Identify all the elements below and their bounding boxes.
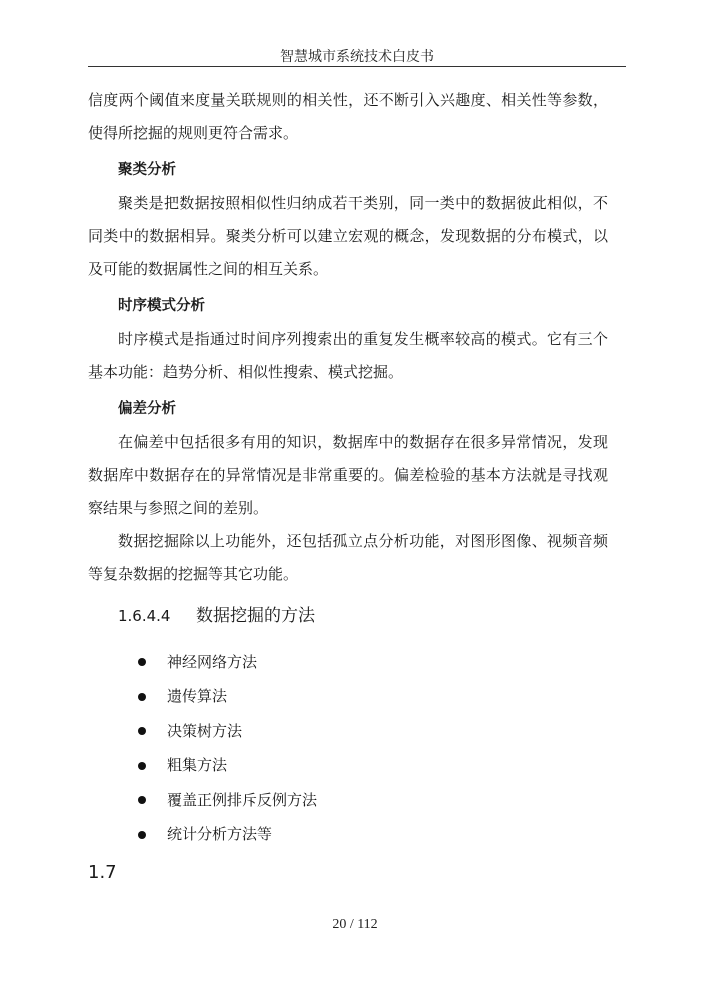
bullet-icon [138,658,146,666]
bullet-icon [138,762,146,770]
list-item [138,783,608,818]
paragraph-other-functions: 数据挖掘除以上功能外，还包括孤立点分析功能，对图形图像、视频音频等复杂数据的挖掘等其它功能。 [88,532,608,583]
bullet-icon [138,831,146,839]
header-rule [88,66,626,67]
bullet-icon [138,796,146,804]
heading-deviation: 偏差分析 [118,401,176,417]
bullet-icon [138,693,146,701]
list-item-label: 覆盖正例排斥反例方法 [167,790,318,809]
paragraph-deviation: 在偏差中包括很多有用的知识，数据库中的数据存在很多异常情况，发现数据库中数据存在的异常情况是非常重要的。偏差检验的基本方法就是寻找观察结果与参照之间的差别。 [88,433,608,517]
section-heading-methods [88,599,608,633]
paragraph-clustering: 聚类是把数据按照相似性归纳成若干类别，同一类中的数据彼此相似，不同类中的数据相异。聚类分析可以建立宏观的概念，发现数据的分布模式，以及可能的数据属性之间的相互关系。 [88,194,608,278]
section-number: 1.6.4.4 [118,607,171,625]
list-item [138,818,608,853]
list-item [138,680,608,715]
list-item-label: 统计分析方法等 [167,825,273,844]
page-number: 20 / 112 [332,917,378,932]
page-header-title: 智慧城市系统技术白皮书 [280,49,434,65]
list-item [138,749,608,784]
list-item [138,645,608,680]
heading-clustering: 聚类分析 [118,162,176,178]
section-title: 数据挖掘的方法 [196,606,315,626]
list-item-label: 神经网络方法 [167,652,258,671]
page-content [88,84,608,890]
list-item [138,714,608,749]
chapter-number: 1.7 [88,862,117,883]
methods-list [88,645,608,852]
bullet-icon [138,727,146,735]
list-item-label: 决策树方法 [167,721,243,740]
paragraph-time-series: 时序模式是指通过时间序列搜索出的重复发生概率较高的模式。它有三个基本功能：趋势分析、相似性搜索、模式挖掘。 [88,330,608,381]
heading-time-series: 时序模式分析 [118,298,205,314]
list-item-label: 粗集方法 [167,756,228,775]
list-item-label: 遗传算法 [167,687,228,706]
paragraph-association-rules: 信度两个阈值来度量关联规则的相关性，还不断引入兴趣度、相关性等参数，使得所挖掘的规则更符合需求。 [88,91,608,142]
